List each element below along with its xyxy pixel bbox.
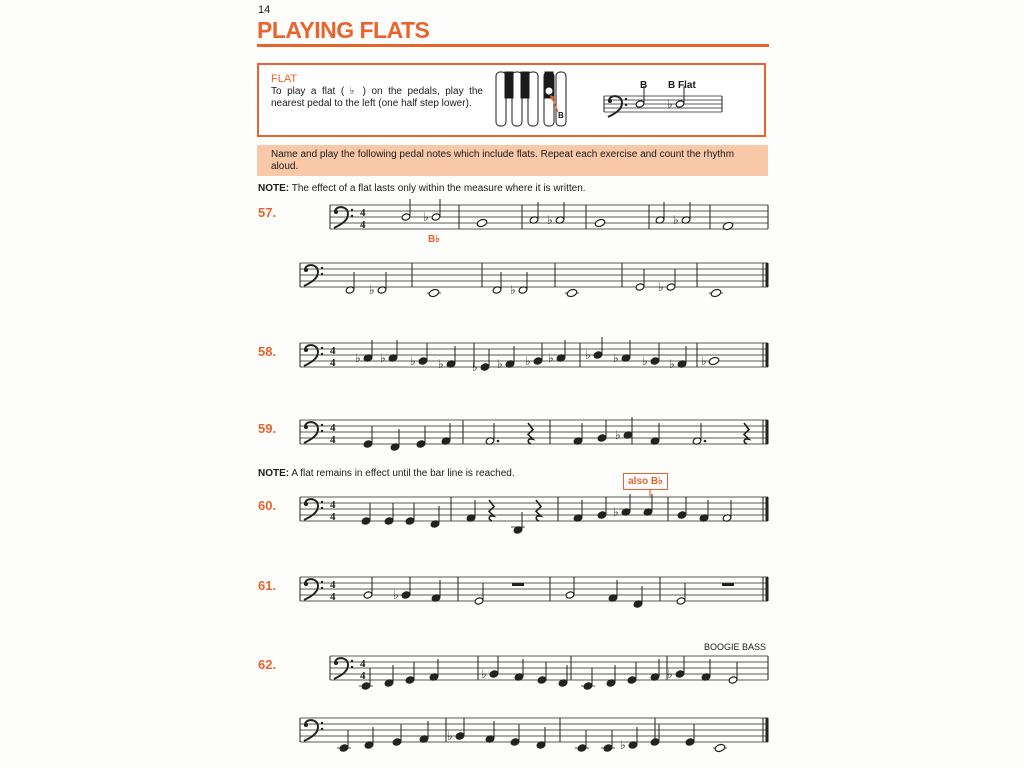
- flat-sign: ♭: [438, 357, 444, 371]
- bass-clef-dot: [321, 728, 323, 730]
- note-head: [650, 738, 660, 746]
- note-head: [597, 511, 607, 519]
- note-head: [728, 676, 738, 684]
- note-head: [489, 670, 499, 678]
- note-head: [566, 288, 578, 297]
- note-head: [537, 676, 547, 684]
- flat-sign: ♭: [547, 213, 553, 227]
- flat-description: To play a flat ( ♭ ) on the pedals, play the nearest pedal to the left (one half step lower).: [271, 86, 483, 109]
- note-head: [510, 738, 520, 746]
- note-head: [603, 744, 613, 752]
- flat-sign: ♭: [548, 351, 554, 365]
- note-head: [363, 440, 373, 448]
- note-head: [666, 283, 676, 291]
- page-title: PLAYING FLATS: [257, 17, 430, 43]
- flat-sign: ♭: [615, 428, 621, 442]
- bass-clef-dot: [304, 425, 308, 429]
- flat-sign: ♭: [447, 729, 453, 743]
- flat-sign: ♭: [355, 351, 361, 365]
- note-head: [635, 283, 645, 291]
- note-head: [533, 357, 543, 365]
- bass-clef-dot: [351, 666, 353, 668]
- time-sig-bottom: 4: [330, 591, 336, 603]
- bass-clef-dot: [351, 215, 353, 217]
- note-head: [405, 676, 415, 684]
- exercise-number-57: 57.: [258, 205, 277, 220]
- bass-clef-dot: [608, 99, 612, 103]
- bass-clef-dot: [321, 587, 323, 589]
- flat-sign: ♭: [658, 280, 664, 294]
- flat-sign: ♭: [497, 357, 503, 371]
- bass-clef-dot: [334, 661, 338, 665]
- time-sig-top: 4: [330, 499, 336, 511]
- note-head: [583, 682, 593, 690]
- note-head: [418, 357, 428, 365]
- flat-sign: ♭: [525, 354, 531, 368]
- exercise-number-59: 59.: [258, 421, 277, 436]
- bass-clef-dot: [321, 424, 323, 426]
- bass-clef-dot: [351, 660, 353, 662]
- note-head: [431, 213, 441, 221]
- note-head: [384, 517, 394, 525]
- dot: [497, 440, 500, 443]
- staff-label-bflat: B Flat: [668, 80, 696, 91]
- flat-sign: ♭: [410, 354, 416, 368]
- bass-clef-dot: [321, 581, 323, 583]
- note-head: [685, 738, 695, 746]
- bass-clef-dot: [321, 501, 323, 503]
- note-head: [416, 440, 426, 448]
- time-sig-bottom: 4: [360, 219, 366, 231]
- note-head: [675, 670, 685, 678]
- note-head: [476, 218, 488, 227]
- note-head: [392, 738, 402, 746]
- whole-rest: [722, 583, 734, 586]
- flat-sign: ♭: [620, 738, 626, 752]
- also-bflat-callout: also B♭: [623, 473, 668, 490]
- note-head: [474, 597, 484, 605]
- boogie-bass-caption: BOOGIE BASS: [704, 642, 767, 652]
- note-head: [428, 288, 440, 297]
- bass-clef-dot: [304, 348, 308, 352]
- note-head: [675, 100, 685, 108]
- time-sig-bottom: 4: [330, 511, 336, 523]
- time-sig-top: 4: [330, 579, 336, 591]
- bass-clef-dot: [304, 268, 308, 272]
- bass-clef-dot: [351, 209, 353, 211]
- pedal-label-b: B: [558, 111, 564, 120]
- exercise-number-61: 61.: [258, 578, 277, 593]
- time-sig-bottom: 4: [330, 357, 336, 369]
- bass-clef-dot: [321, 347, 323, 349]
- bass-clef-dot: [625, 104, 627, 106]
- note-head: [577, 744, 587, 752]
- time-sig-top: 4: [360, 658, 366, 670]
- bass-clef-dot: [304, 582, 308, 586]
- bass-clef-dot: [321, 267, 323, 269]
- exercise-number-62: 62.: [258, 657, 277, 672]
- note-head: [339, 744, 349, 752]
- note-head: [710, 288, 722, 297]
- note-head: [677, 511, 687, 519]
- bass-clef-dot: [321, 273, 323, 275]
- time-sig-bottom: 4: [360, 670, 366, 682]
- note-head: [401, 591, 411, 599]
- note-head: [708, 356, 720, 365]
- flat-sign: ♭: [613, 505, 619, 519]
- note-head: [361, 517, 371, 525]
- note-head: [401, 213, 411, 221]
- note-head: [405, 517, 415, 525]
- flat-sign: ♭: [472, 360, 478, 374]
- bass-clef-dot: [304, 502, 308, 506]
- dot: [704, 440, 707, 443]
- note-head: [361, 682, 371, 690]
- flat-sign: ♭: [669, 357, 675, 371]
- bass-clef-dot: [321, 722, 323, 724]
- note-head: [565, 591, 575, 599]
- exercise-number-58: 58.: [258, 344, 277, 359]
- note-head: [594, 218, 606, 227]
- flat-sign: ♭: [393, 588, 399, 602]
- bass-clef-dot: [321, 507, 323, 509]
- flat-sign: ♭: [510, 283, 516, 297]
- bass-clef-dot: [321, 430, 323, 432]
- instruction-text: Name and play the following pedal notes which include flats. Repeat each exercise and count the rhythm aloud.: [271, 149, 735, 172]
- flat-sign: ♭: [642, 354, 648, 368]
- note-head: [714, 743, 726, 752]
- bass-clef-dot: [321, 353, 323, 355]
- note-head: [480, 363, 490, 371]
- flat-heading: FLAT: [271, 73, 298, 85]
- bass-clef-dot: [625, 98, 627, 100]
- note-head: [635, 100, 645, 108]
- flat-sign: ♭: [380, 351, 386, 365]
- time-sig-top: 4: [360, 207, 366, 219]
- note-head: [455, 732, 465, 740]
- flat-sign: ♭: [369, 283, 375, 297]
- note-head: [676, 597, 686, 605]
- flat-sign: ♭: [701, 354, 707, 368]
- flat-sign: ♭: [423, 210, 429, 224]
- whole-rest: [512, 583, 524, 586]
- note-head: [363, 591, 373, 599]
- pedal-diagram: [496, 72, 566, 126]
- note-head: [593, 351, 603, 359]
- flat-sign: ♭: [667, 667, 673, 681]
- time-sig-top: 4: [330, 345, 336, 357]
- page-number: 14: [258, 4, 271, 16]
- bass-clef-dot: [304, 723, 308, 727]
- flat-sign: ♭: [613, 351, 619, 365]
- time-sig-bottom: 4: [330, 434, 336, 446]
- bflat-annotation: B♭: [428, 234, 440, 245]
- note-head: [650, 357, 660, 365]
- flat-sign: ♭: [481, 667, 487, 681]
- staff-label-b: B: [640, 80, 648, 91]
- time-sig-top: 4: [330, 422, 336, 434]
- note-flat-measure: NOTE: The effect of a flat lasts only within the measure where it is written.: [258, 183, 586, 194]
- exercise-number-60: 60.: [258, 498, 277, 513]
- note-flat-barline: NOTE: A flat remains in effect until the bar line is reached.: [258, 468, 515, 479]
- flat-sign: ♭: [673, 213, 679, 227]
- flat-sign: ♭: [667, 97, 673, 111]
- note-head: [597, 434, 607, 442]
- flat-sign: ♭: [585, 348, 591, 362]
- bass-clef-dot: [334, 210, 338, 214]
- note-head: [627, 676, 637, 684]
